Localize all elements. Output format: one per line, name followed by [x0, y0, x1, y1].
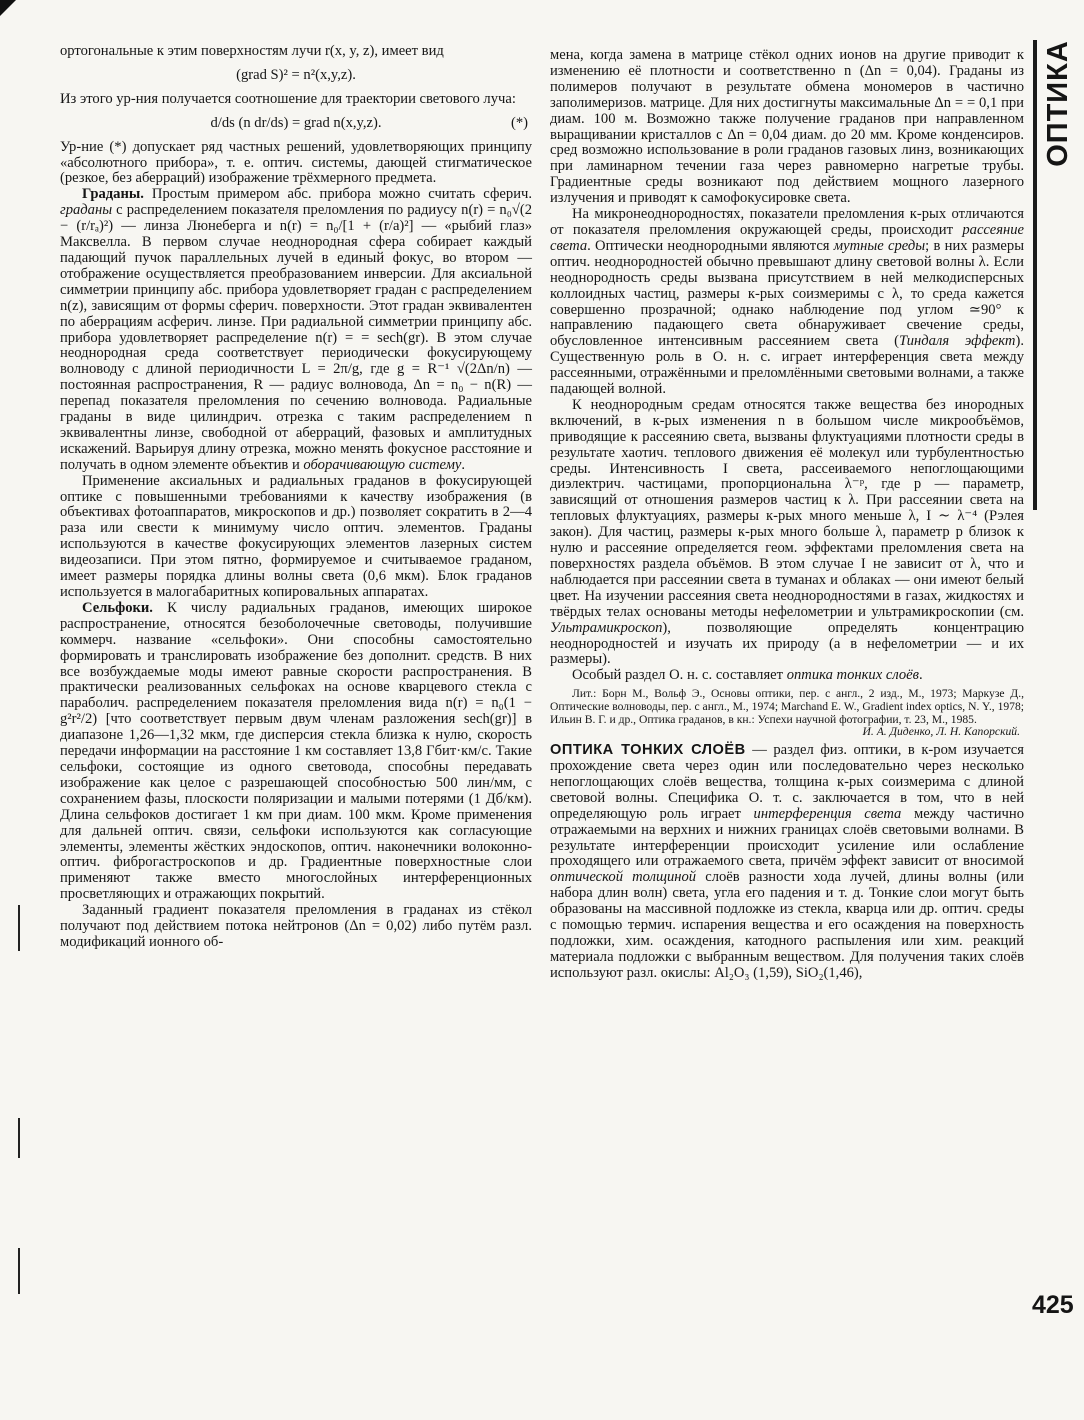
formula-number: (*) — [510, 114, 528, 131]
left-column — [60, 44, 532, 951]
text-run: с распределением показателя преломления по радиусу n(r) = n₀√(2 − (r/rₐ)²) — линза Люнеберга и n(r) = n₀/[1 + (r/a)²] — «рыбий глаз» Максвелла. В первом случае неоднородная сфера собирает каждый падающий пучок параллельных лучей в единый фокус, во втором — отображение осуществляется преобразованием инверсии. Для аксиальной симметрии принципу абс. прибора удовлетворяет градан с распределением n(z), зависящим от формы сферич. поверхности. Этот градан эквивалентен по аберрациям асферич. линзе. При радиальной симметрии принципу абс. прибора удовлетворяет распределение n(r) = = sech(gr). В этом случае неоднородная среда соответствует периодически фокусирующему волноводу с длиной периодичности L = 2π/g, где g = R⁻¹ √(2Δn/n) — постоянная распространения, R — радиус волновода, Δn = n₀ − n(R) — перепад показателя преломления по сечению волновода. Радиальные граданы в виде цилиндрич. отрезка с таким распределением n эквивалентны линзе, свободной от аберраций, фазовых и амплитудных искажений. Варьируя длину отрезка, можно менять фокусное расстояние и получать в одном элементе объектив и — [60, 202, 532, 473]
entry-thin-layers — [550, 743, 1024, 982]
section-title-text: ОПТИКА — [1041, 39, 1074, 167]
section-marker-bar — [1033, 40, 1037, 510]
paragraph: Заданный градиент показателя преломления в граданах из стёкол получают под действием потока нейтронов (Δn = 0,02) либо путём разл. модификаций ионного об- — [60, 902, 532, 950]
italic-term: Тиндаля эффект — [898, 333, 1016, 350]
italic-term: оборачивающую систему — [303, 456, 462, 473]
literature-references: Лит.: Борн М., Вольф Э., Основы оптики, пер. с англ., 2 изд., М., 1973; Маркузе Д., Оптические волноводы, пер. с англ., М., 1974; Marchand E. W., Gradient index optics, N. Y., 1978; Ильин В. Г. и др., Оптика граданов, в кн.: Успехи научной фотографии, т. 23, М., 1985. — [550, 687, 1024, 726]
page-number: 425 — [1032, 1291, 1074, 1319]
paragraph: Из этого ур-ния получается соотношение для траектории светового луча: — [60, 90, 516, 107]
paragraph-gradany — [60, 187, 532, 473]
text-run: . — [918, 667, 923, 684]
paragraph: Применение аксиальных и радиальных граданов в фокусирующей оптике с повышенными требованиями к качеству изображения (в объективах фотоаппаратов, микроскопов и др.) позволяет сократить в 2—4 раза или свести к минимуму число оптич. элементов. Граданы используются в качестве фокусирующих элементов лазерных систем видеозаписи. При этом пятно, формируемое и считываемое граданом, имеет размеры порядка длины волны света (0,6 мкм). Блок граданов используется в малогабаритных копировальных аппаратах. — [60, 472, 532, 600]
section-title-vertical — [1040, 39, 1076, 167]
formula-body: d/ds (n dr/ds) = grad n(x,y,z). — [210, 114, 382, 131]
paragraph — [550, 668, 1024, 684]
text-run: ), позволяющие определять концентрацию неоднородностей и изучать их природу (а в нефелометрии — и их размеры). — [550, 619, 1024, 668]
text-run: Особый раздел О. н. с. составляет — [572, 667, 787, 684]
subhead-gradany: Граданы. — [82, 186, 144, 203]
right-column — [550, 48, 1024, 982]
paragraph-inhomogeneous — [550, 398, 1024, 668]
paragraph: Ур-ние (*) допускает ряд частных решений, удовлетворяющих принципу «абсолютного прибора», т. е. оптич. системы, дающей стигматическое (резкое, без аберраций) изображение трёхмерного предмета. — [60, 138, 532, 187]
formula-trajectory — [60, 116, 532, 132]
margin-mark — [18, 1118, 20, 1158]
text-run: слоёв разности хода лучей, длины волны (или набора длин волн) света, угла его падения и т. д. Тонкие слои могут быть образованы на массивной подложке из стекла, кварца или др. оптич. среды с помощью термич. испарения вещества и его осаждения на поверхность подложки, хим. осаждения, катодного распыления или хим. реакций материала подложки с выбранным веществом. Для получения таких слоёв используют разл. окислы: Al₂O₃ (1,59), SiO₂(1,46), — [550, 869, 1024, 981]
text-run: между частично отражаемыми на верхних и нижних границах слоёв световыми волнами. В результате интерференции происходит усиление или ослабление проходящего или отражаемого света, причём эффект зависит от вносимой — [550, 805, 1025, 870]
text-run: — раздел физ. оптики, в к-ром изучается прохождение света через один или последовательно через несколько непоглощающих слоёв вещества, толщина к-рых соизмерима с длиной световой волны. Специфика О. т. с. заключается в том, что в ней определяющую роль играет — [550, 742, 1024, 822]
italic-term: Ультрамикроскоп — [550, 619, 663, 636]
author-signature: И. А. Диденко, Л. Н. Капорский. — [862, 725, 1020, 739]
italic-term: мутные среды — [833, 237, 926, 254]
text-run: . — [461, 456, 466, 473]
margin-mark — [18, 1248, 20, 1294]
margin-mark — [18, 905, 20, 951]
text-run: К числу радиальных граданов, имеющих широкое распространение, относятся безоболочечные световоды, получившие коммерч. название «сельфоки». Они способны самостоятельно формировать и транслировать изображение без дополнит. средств. В них все возбуждаемые моды имеют равные скорости распространения. В практически реализованных сельфоках на основе кварцевого стекла с параболич. распределением показателя преломления вида n(r) = n₀(1 − g²r²/2) [что соответствует первым двум членам разложения sech(gr)] в диапазоне 1,26—1,32 мкм, где дисперсия стекла близка к нулю, скорость передачи информации на расстояние 1 км составляет 13,8 Гбит·км/с. Такие сельфоки, состоящие из одного световода, способны передавать изображение как целое с разрешающей способностью 500 лин/мм, с сохранением фазы, плоскости поляризации и малыми потерями (1 Дб/км). Длина сельфоков достигает 1 км при диам. 100 мкм. Кроме применения для дальней оптич. связи, сельфоки используются как согласующие элементы, элементы жёстких эндоскопов, оптич. наконечники волоконно-оптич. фиброгастроскопов и др. Градиентные поверхностные слои применяют также вместо многослойных интерференционных просветляющих и отражающих покрытий. — [60, 599, 532, 903]
text-run: На микронеоднородностях, показатели преломления к-рых отличаются от показателя преломления окружающей среды, происходит — [550, 206, 1024, 238]
italic-term: рассеяние света — [550, 221, 1024, 254]
paragraph: мена, когда замена в матрице стёкол одних ионов на другие приводит к изменению её плотности и соответственно n (Δn = 0,04). Граданы из полимеров получают в результате обмена мономеров в частично заполимеризов. матрице. Для них достигнуты максимальные Δn = = 0,1 при диам. 100 м. Возможно также получение граданов при направленном выращивании кристаллов с Δn = 0,04 диам. до 20 мм. Кроме конденсиров. сред возможно использование в роли граданов газовых линз, возникающих при ламинарном течении газа через равномерно нагретые трубы. Градиентные среды возникают под действием мощного лазерного излучения и приводят к самофокусировке света. — [550, 47, 1024, 207]
paragraph-selfoki — [60, 601, 532, 903]
paragraph-scattering — [550, 207, 1024, 398]
entry-heading: ОПТИКА ТОНКИХ СЛОЁВ — [550, 742, 746, 759]
italic-term: граданы — [60, 202, 113, 219]
text-run: ). Существенную роль в О. н. с. играет интерференция света между рассеянными, отражёнными и преломлёнными световыми волнами, а также падающей волной. — [550, 333, 1024, 398]
formula-grad: (grad S)² = n²(x,y,z). — [236, 66, 356, 83]
paragraph: ортогональные к этим поверхностям лучи r(x, y, z), имеет вид — [60, 43, 444, 59]
subhead-selfoki: Сельфоки. — [82, 599, 153, 616]
text-run: К неоднородным средам относятся также вещества без инородных включений, в к-рых изменения n в большом числе микрообъёмов, приводящие к рассеянию света, вызваны флуктуациями плотности среды в результате хаотич. теплового движения её молекул или турбулентностью среды. Интенсивность I света, рассеиваемого непоглощающими диэлектрич. частицами, пропорциональна λ⁻ᵖ, где p — параметр, зависящий от отношения размеров частиц к λ. При рассеянии света на тепловых флуктуациях, размеры к-рых много меньше λ, I ∼ λ⁻⁴ (Рэлея закон). Для частиц, размеры к-рых много больше λ, параметр p близок к нулю и рассеяние определяется геом. эффектами преломления света на поверхностях раздела объёмов. В этом случае I не зависит от λ, что и наблюдается при рассеянии света в туманах и облаках — они имеют белый цвет. На изучении рассеяния света неоднородностями в газах, жидкостях и твёрдых телах основаны методы нефелометрии и ультрамикроскопии (см. — [550, 396, 1024, 620]
italic-term: интерференция света — [753, 805, 902, 822]
italic-term: оптика тонких слоёв — [786, 667, 919, 684]
italic-term: оптической толщиной — [550, 869, 697, 886]
text-run: Простым примером абс. прибора можно считать сферич. — [143, 186, 532, 203]
text-run: . Оптически неоднородными являются — [587, 237, 834, 254]
text-run: ; в них размеры оптич. неоднородностей обычно превышают длину световой волны λ. Если неоднородность среды вызвана присутствием в ней мелкодисперсных коллоидных частиц, размеры к-рых соизмеримы с λ, то среда кажется совершенно прозрачной; однако наблюдение под углом ≃90° к направлению падающего света обнаруживает свечение среды, обусловленное интенсивным рассеянием света ( — [550, 237, 1025, 350]
page-corner-mark — [0, 0, 16, 16]
